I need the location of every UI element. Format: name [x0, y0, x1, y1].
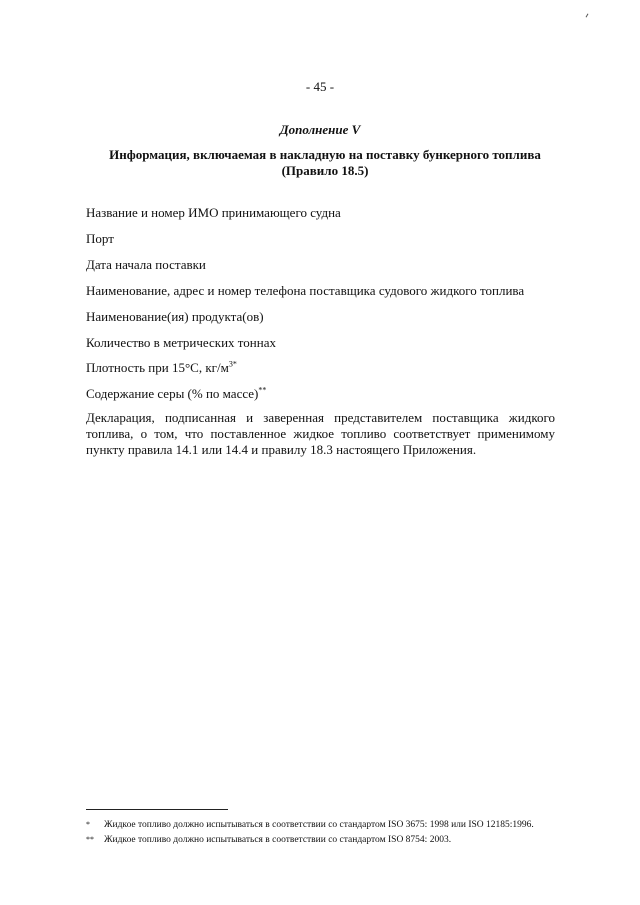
- density-label: Плотность при 15°С, кг/м: [86, 360, 229, 375]
- field-sulphur-content: [86, 386, 266, 402]
- footnote-divider: [86, 809, 228, 810]
- appendix-title: Дополнение V: [279, 122, 361, 137]
- sulphur-label: Содержание серы (% по массе): [86, 386, 259, 401]
- field-ship-name-imo: Название и номер ИМО принимающего судна: [86, 205, 341, 220]
- field-supplier-details: Наименование, адрес и номер телефона поставщика судового жидкого топлива: [86, 283, 525, 298]
- footnote-2: [86, 835, 451, 845]
- declaration-paragraph: Декларация, подписанная и заверенная представителем поставщика жидкого топлива, о том, что поставленное жидкое топливо соответствует применимому пункту правила 14.1 или 14.4 и правилу 18.3 настоящего Приложения.: [86, 410, 555, 457]
- field-product-name: Наименование(ия) продукта(ов): [86, 309, 264, 324]
- field-quantity: Количество в метрических тоннах: [86, 335, 276, 350]
- footnote-2-text: Жидкое топливо должно испытываться в соответствии со стандартом ISO 8754: 2003.: [104, 835, 452, 845]
- page-number: - 45 -: [305, 79, 335, 94]
- sulphur-footnote-mark: **: [258, 385, 267, 395]
- density-footnote-mark: 3*: [228, 359, 237, 369]
- footnote-1: [86, 820, 534, 830]
- document-title-line-1: Информация, включаемая в накладную на поставку бункерного топлива: [109, 147, 541, 162]
- field-density: [86, 360, 237, 376]
- scan-mark: [586, 14, 589, 18]
- field-delivery-date: Дата начала поставки: [86, 257, 206, 272]
- footnote-1-text: Жидкое топливо должно испытываться в соответствии со стандартом ISO 3675: 1998 или ISO 12185:1996.: [104, 820, 534, 830]
- document-title-line-2: (Правило 18.5): [281, 163, 369, 178]
- footnote-1-mark: *: [86, 820, 90, 829]
- footnote-2-mark: **: [86, 835, 94, 844]
- document-title: [90, 147, 560, 179]
- field-port: Порт: [86, 231, 114, 246]
